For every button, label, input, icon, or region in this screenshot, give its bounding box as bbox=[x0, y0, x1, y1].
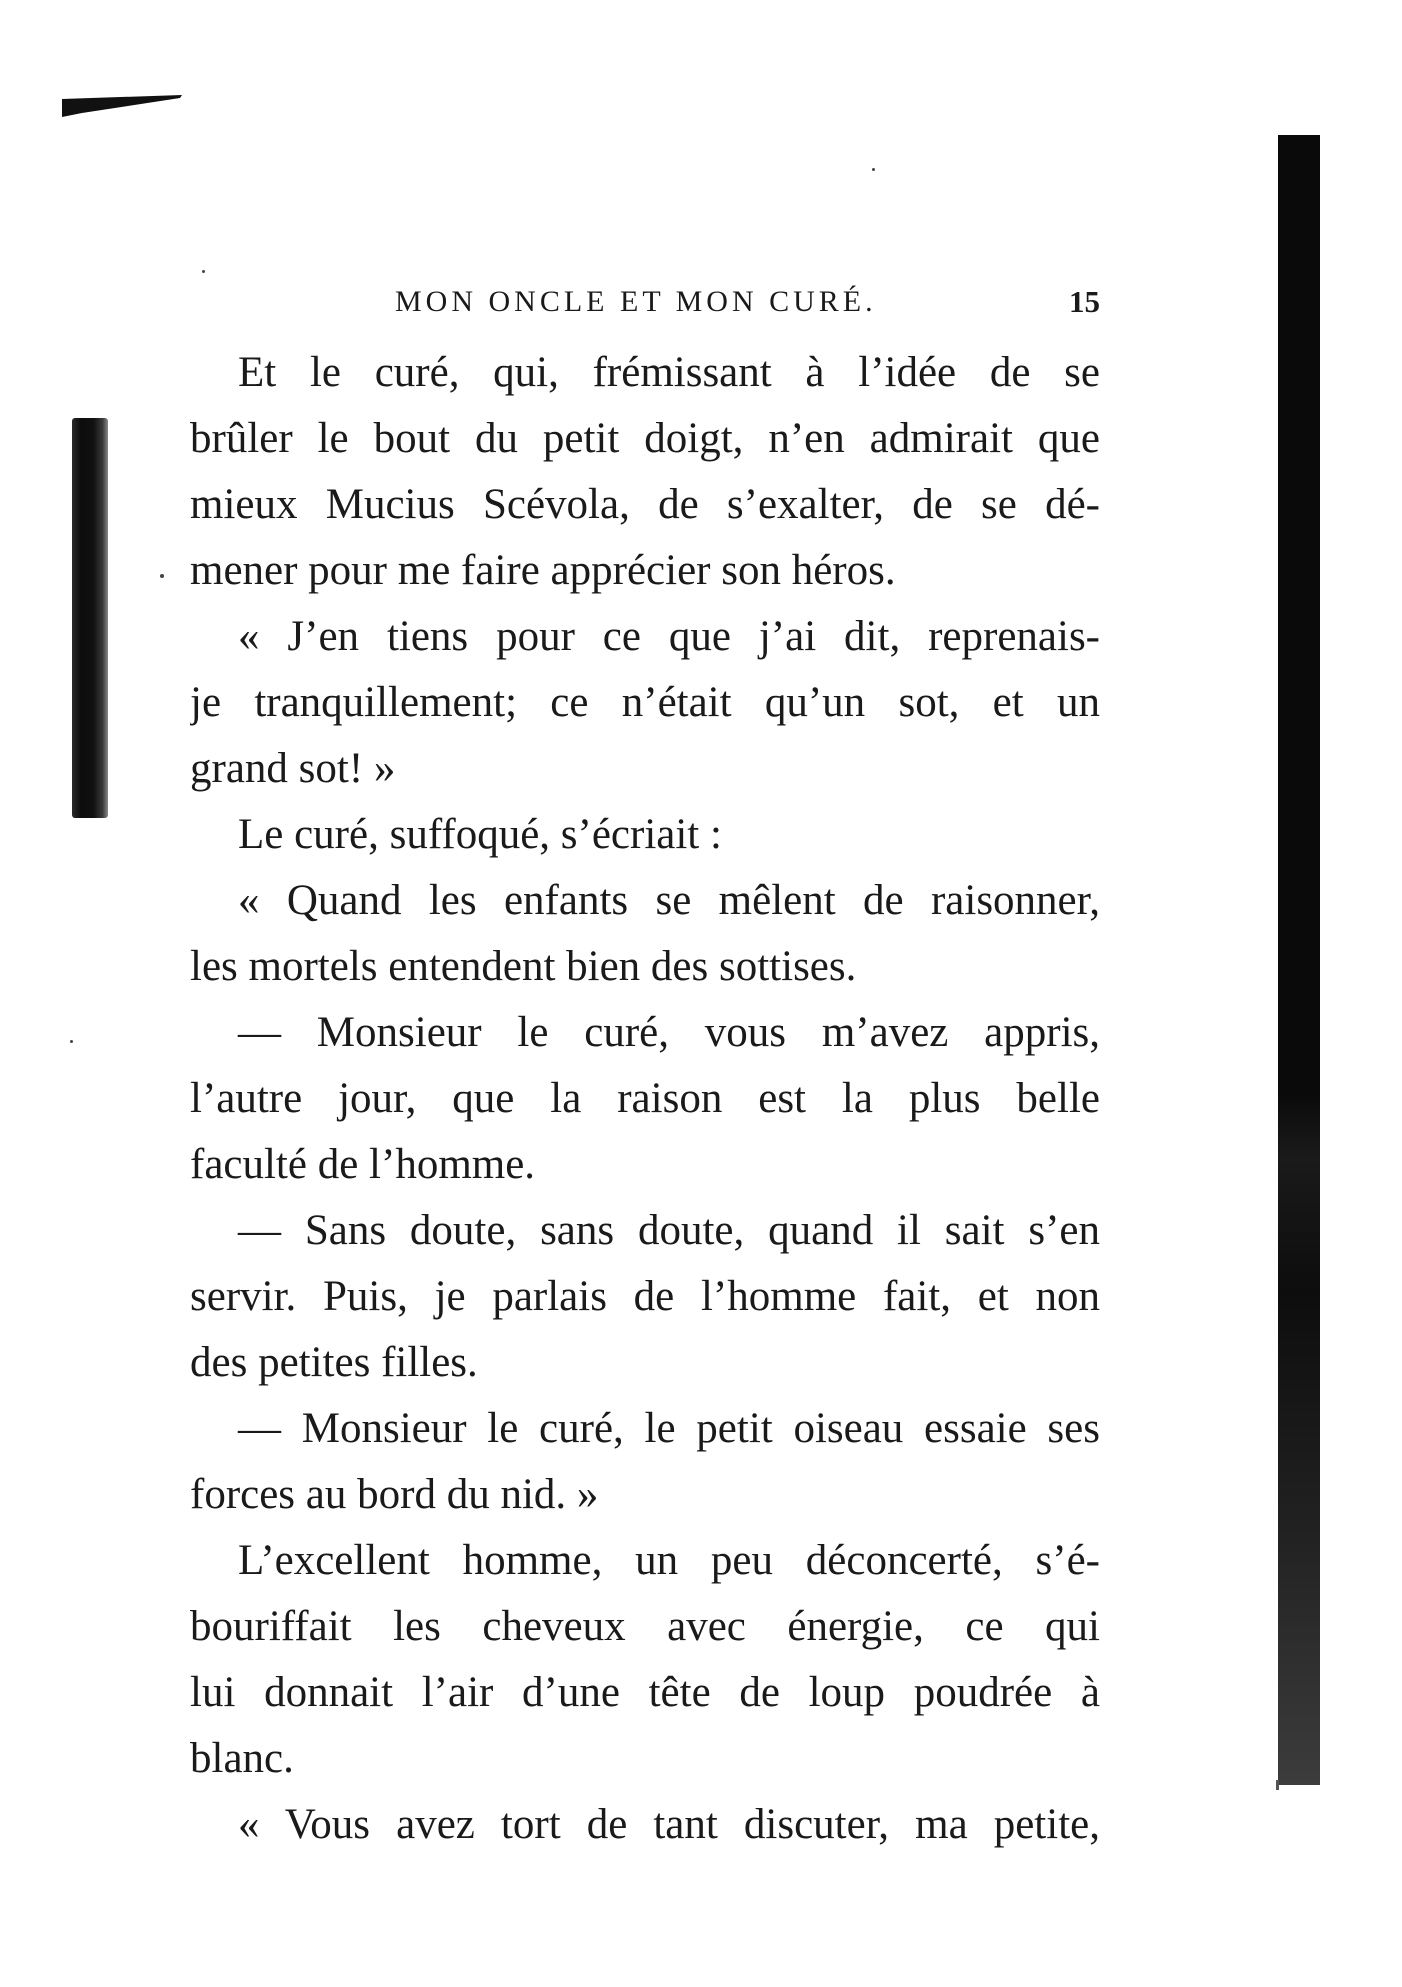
text-line: — Monsieur le curé, le petit oiseau essaie ses bbox=[238, 1405, 1100, 1452]
text-line: « Vous avez tort de tant discuter, ma petite, bbox=[238, 1801, 1100, 1848]
text-line: brûler le bout du petit doigt, n’en admirait que bbox=[190, 415, 1100, 462]
page-number: 15 bbox=[1069, 284, 1100, 319]
text-line: l’autre jour, que la raison est la plus belle bbox=[190, 1075, 1100, 1122]
text-line: servir. Puis, je parlais de l’homme fait, et non bbox=[190, 1273, 1100, 1320]
scan-speck bbox=[160, 574, 164, 578]
scan-right-shadow-bar bbox=[1278, 135, 1320, 1785]
scan-left-shadow-bar bbox=[72, 418, 108, 818]
text-line: Et le curé, qui, frémissant à l’idée de se bbox=[238, 349, 1100, 396]
text-line: mieux Mucius Scévola, de s’exalter, de se dé- bbox=[190, 481, 1100, 528]
text-line: je tranquillement; ce n’était qu’un sot, et un bbox=[190, 679, 1100, 726]
running-header bbox=[190, 282, 1100, 322]
scan-speck bbox=[872, 168, 875, 171]
text-line: « J’en tiens pour ce que j’ai dit, reprenais- bbox=[238, 613, 1100, 660]
text-line: lui donnait l’air d’une tête de loup poudrée à bbox=[190, 1669, 1100, 1716]
text-line: forces au bord du nid. » bbox=[190, 1471, 599, 1518]
text-line: des petites filles. bbox=[190, 1339, 478, 1386]
scan-speck bbox=[202, 270, 205, 273]
text-line: — Sans doute, sans doute, quand il sait s’en bbox=[238, 1207, 1100, 1254]
body-text bbox=[190, 340, 1100, 1858]
text-line: L’excellent homme, un peu déconcerté, s’é- bbox=[238, 1537, 1100, 1584]
scan-speck bbox=[70, 1040, 73, 1043]
text-line: mener pour me faire apprécier son héros. bbox=[190, 547, 896, 594]
text-line: Le curé, suffoqué, s’écriait : bbox=[238, 811, 722, 858]
text-line: les mortels entendent bien des sottises. bbox=[190, 943, 857, 990]
text-line: faculté de l’homme. bbox=[190, 1141, 536, 1188]
text-line: bouriffait les cheveux avec énergie, ce qui bbox=[190, 1603, 1100, 1650]
text-line: blanc. bbox=[190, 1735, 294, 1782]
text-line: « Quand les enfants se mêlent de raisonner, bbox=[238, 877, 1100, 924]
text-line: grand sot! » bbox=[190, 745, 396, 792]
scan-corner-mark bbox=[62, 95, 182, 119]
text-line: — Monsieur le curé, vous m’avez appris, bbox=[238, 1009, 1100, 1056]
running-title: MON ONCLE ET MON CURÉ. bbox=[395, 285, 877, 318]
scan-right-edge bbox=[1276, 1780, 1279, 1790]
